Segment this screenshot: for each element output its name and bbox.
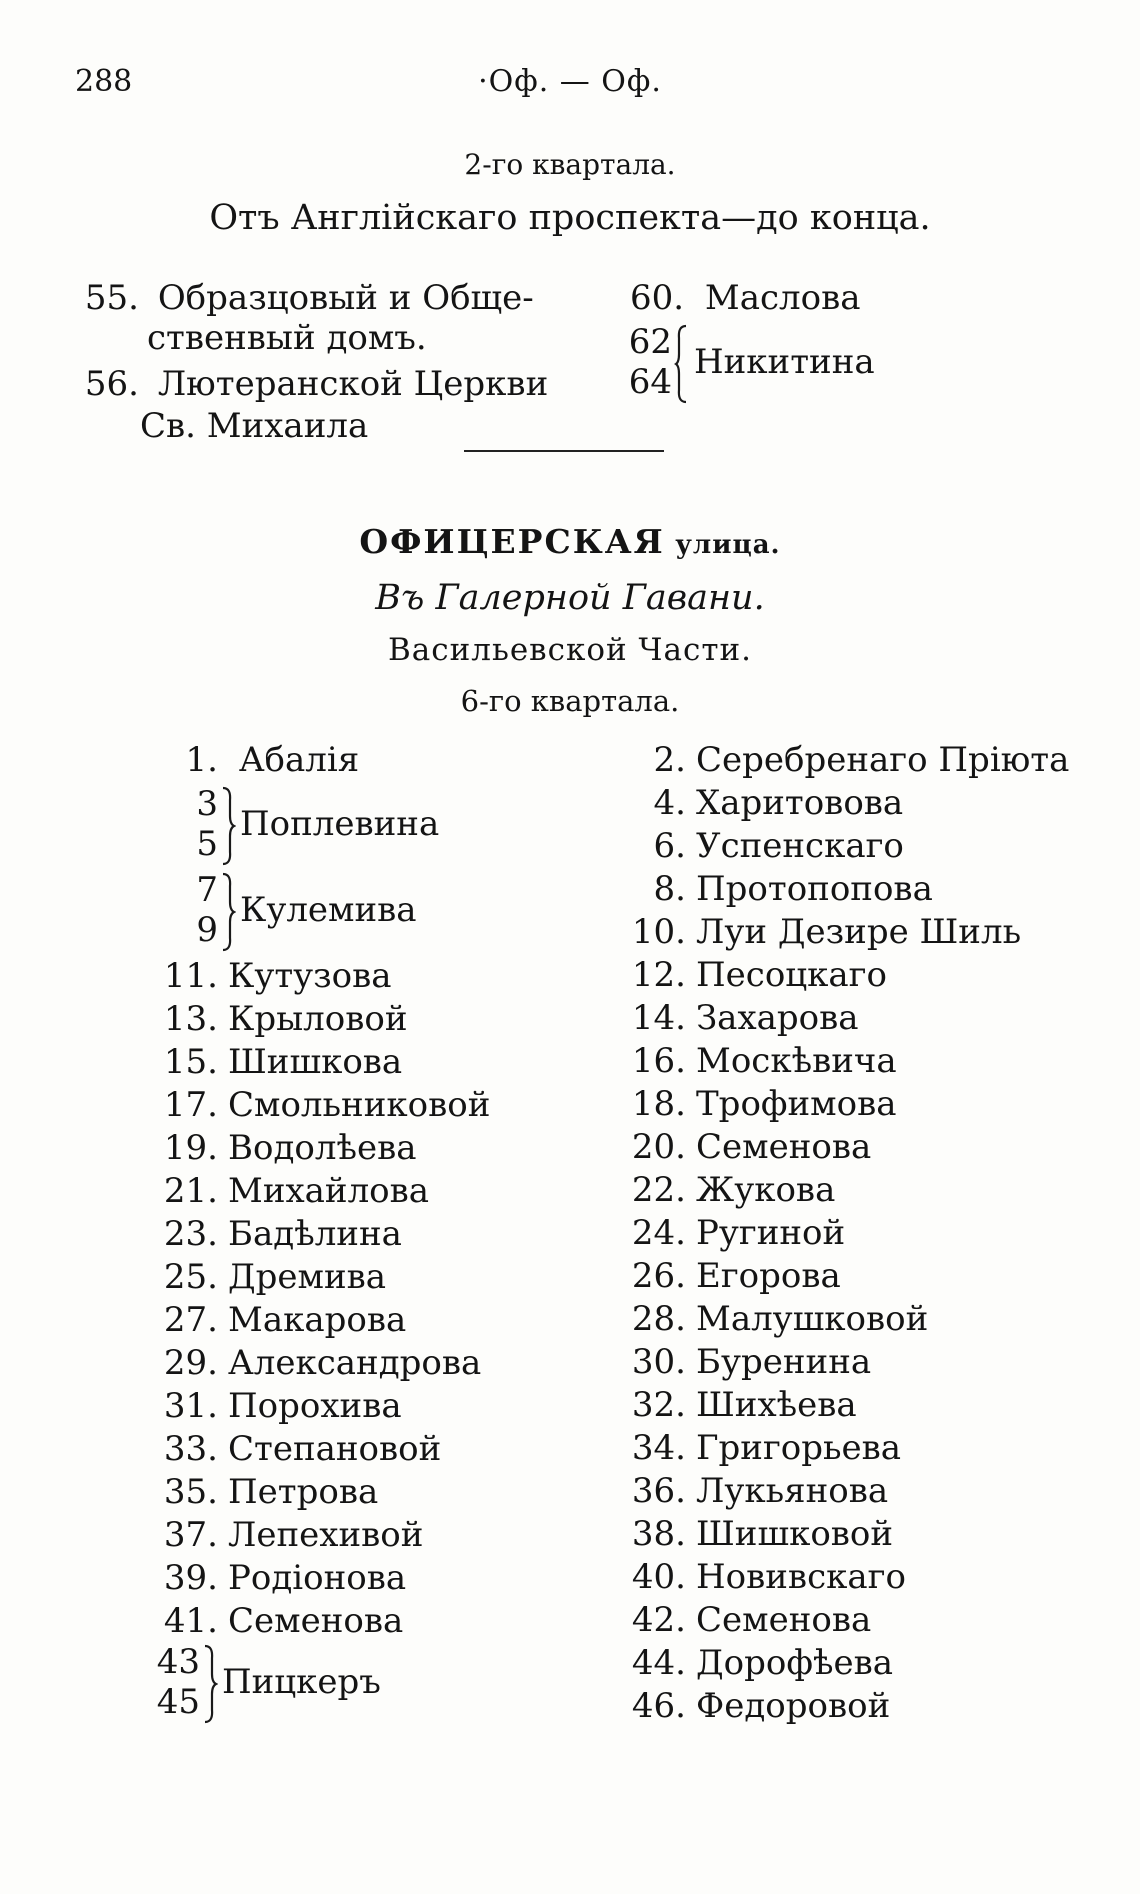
entry-number: 21. — [163, 1171, 218, 1211]
entry-name: Семенова — [696, 1600, 872, 1640]
entry-name: Семенова — [696, 1127, 872, 1167]
entry-name: Малушковой — [696, 1299, 929, 1339]
list-item — [610, 955, 887, 995]
entry-number: 40. — [631, 1557, 686, 1597]
entry-name: Москѣвича — [696, 1041, 897, 1081]
list-item — [610, 869, 933, 909]
list-item — [610, 1428, 901, 1468]
list-item — [150, 999, 407, 1039]
brace-numbers — [140, 1642, 200, 1722]
brace-group — [150, 870, 470, 954]
list-item — [150, 1515, 423, 1555]
list-item — [75, 364, 548, 404]
brace-number: 5 — [196, 824, 218, 864]
brace-number: 7 — [196, 870, 218, 910]
entry-name: Порохива — [228, 1386, 402, 1426]
entry-name: Шихѣева — [696, 1385, 857, 1425]
brace-number: 43 — [156, 1642, 200, 1682]
entry-number: 6. — [653, 826, 686, 866]
list-item — [150, 1085, 490, 1125]
entry-number: 55. — [84, 278, 139, 318]
section1-range: Отъ Англійскаго проспекта—до конца. — [209, 198, 931, 238]
entry-continuation: ственвый домъ. — [147, 318, 427, 358]
entry-number: 37. — [163, 1515, 218, 1555]
entry-name: Буренина — [696, 1342, 872, 1382]
entry-number: 33. — [163, 1429, 218, 1469]
list-item — [150, 1386, 402, 1426]
entry-name: Григорьева — [696, 1428, 902, 1468]
entry-number: 23. — [163, 1214, 218, 1254]
brace-group — [620, 322, 880, 406]
list-item — [610, 1471, 888, 1511]
entry-name: Абалія — [238, 740, 360, 780]
entry-number: 31. — [163, 1386, 218, 1426]
entry-number: 27. — [163, 1300, 218, 1340]
entry-name: Егорова — [696, 1256, 841, 1296]
list-item — [150, 1300, 406, 1340]
entry-number: 18. — [631, 1084, 686, 1124]
brace-icon — [202, 1644, 218, 1724]
entry-number: 11. — [163, 956, 218, 996]
entry-name: Лукьянова — [696, 1471, 889, 1511]
entry-number: 4. — [653, 783, 686, 823]
section2-quarter: 6-го квартала. — [460, 684, 680, 718]
list-item — [150, 956, 392, 996]
entry-number: 60. — [630, 278, 685, 318]
entry-number: 44. — [631, 1643, 686, 1683]
entry-name: Протопопова — [696, 869, 933, 909]
entry-number: 36. — [631, 1471, 686, 1511]
list-item — [150, 1558, 406, 1598]
list-item — [610, 1170, 835, 1210]
entry-name: Успенскаго — [696, 826, 904, 866]
entry-number: 16. — [631, 1041, 686, 1081]
entry-name: Лютеранской Церкви — [157, 364, 549, 404]
entry-name: Семенова — [228, 1601, 404, 1641]
list-item — [610, 912, 1021, 952]
list-item — [150, 1128, 417, 1168]
entry-name: Федоровой — [696, 1686, 891, 1726]
entry-name: Жукова — [696, 1170, 836, 1210]
entry-name: Трофимова — [696, 1084, 897, 1124]
brace-icon — [220, 872, 236, 952]
entry-name: Серебренаго Пріюта — [696, 740, 1070, 780]
brace-numbers — [620, 322, 672, 402]
entry-number: 14. — [631, 998, 686, 1038]
brace-number: 64 — [628, 362, 672, 402]
entry-name: Харитовова — [696, 783, 904, 823]
entry-number: 20. — [631, 1127, 686, 1167]
entry-number: 26. — [631, 1256, 686, 1296]
brace-icon — [674, 324, 690, 404]
entry-number: 8. — [653, 869, 686, 909]
entry-name: Родіонова — [228, 1558, 407, 1598]
list-item — [150, 1257, 386, 1297]
entry-name: Лепехивой — [228, 1515, 424, 1555]
brace-name: Поплевина — [240, 804, 440, 844]
entry-number: 35. — [163, 1472, 218, 1512]
entry-number: 25. — [163, 1257, 218, 1297]
street-title — [0, 522, 1140, 561]
entry-continuation: Св. Михаила — [140, 406, 369, 446]
list-item — [610, 1213, 845, 1253]
entry-name: Крыловой — [228, 999, 408, 1039]
brace-numbers — [150, 784, 218, 864]
brace-icon — [220, 786, 236, 866]
list-item — [610, 1385, 857, 1425]
list-item — [630, 278, 861, 318]
street-location: Въ Галерной Гавани. — [375, 578, 765, 618]
list-item — [610, 1084, 897, 1124]
list-item — [610, 1600, 871, 1640]
entry-number: 24. — [631, 1213, 686, 1253]
brace-group — [150, 784, 470, 868]
entry-number: 12. — [631, 955, 686, 995]
brace-numbers — [150, 870, 218, 950]
street-type: улица. — [675, 530, 781, 560]
entry-number: 15. — [163, 1042, 218, 1082]
entry-number: 1. — [185, 740, 218, 780]
entry-name: Петрова — [228, 1472, 379, 1512]
list-item — [610, 1643, 893, 1683]
brace-name: Никитина — [694, 342, 875, 382]
list-item — [610, 783, 903, 823]
district-part: Васильевской Части. — [387, 632, 753, 668]
list-item — [610, 1041, 897, 1081]
entry-number: 2. — [653, 740, 686, 780]
entry-number: 34. — [631, 1428, 686, 1468]
running-head: ·Оф. — Оф. — [478, 64, 662, 99]
list-item — [150, 1343, 481, 1383]
list-item — [610, 826, 904, 866]
brace-number: 3 — [196, 784, 218, 824]
entry-number: 13. — [163, 999, 218, 1039]
entry-number: 29. — [163, 1343, 218, 1383]
entry-name: Смольниковой — [228, 1085, 491, 1125]
entry-number: 19. — [163, 1128, 218, 1168]
entry-name: Водолѣева — [228, 1128, 417, 1168]
brace-name: Кулемива — [240, 890, 417, 930]
list-item — [75, 278, 534, 318]
brace-number: 9 — [196, 910, 218, 950]
list-item — [610, 740, 1069, 780]
list-item — [610, 1299, 928, 1339]
entry-number: 56. — [84, 364, 139, 404]
entry-number: 22. — [631, 1170, 686, 1210]
entry-number: 41. — [163, 1601, 218, 1641]
entry-name: Образцовый и Обще- — [157, 278, 534, 318]
list-item — [150, 1042, 402, 1082]
section1-quarter: 2-го квартала. — [464, 148, 676, 181]
list-item — [610, 1256, 841, 1296]
entry-name: Шишкова — [228, 1042, 403, 1082]
entry-number: 10. — [631, 912, 686, 952]
entry-number: 28. — [631, 1299, 686, 1339]
entry-name: Дорофѣева — [696, 1643, 893, 1683]
entry-number: 39. — [163, 1558, 218, 1598]
street-name: ОФИЦЕРСКАЯ — [359, 522, 665, 561]
entry-name: Дремива — [228, 1257, 387, 1297]
entry-name: Михайлова — [228, 1171, 430, 1211]
entry-name: Кутузова — [228, 956, 392, 996]
list-item — [610, 1557, 906, 1597]
entry-name: Ругиной — [696, 1213, 846, 1253]
brace-number: 45 — [156, 1682, 200, 1722]
list-item — [610, 1686, 890, 1726]
list-item — [150, 740, 359, 780]
entry-number: 30. — [631, 1342, 686, 1382]
entry-name: Степановой — [228, 1429, 442, 1469]
entry-name: Новивскаго — [696, 1557, 906, 1597]
entry-number: 42. — [631, 1600, 686, 1640]
entry-name: Макарова — [228, 1300, 407, 1340]
entry-name: Маслова — [704, 278, 861, 318]
list-item — [150, 1171, 429, 1211]
entry-name: Песоцкаго — [696, 955, 887, 995]
entry-name: Александрова — [228, 1343, 482, 1383]
list-item — [150, 1429, 441, 1469]
brace-number: 62 — [628, 322, 672, 362]
entry-name: Захарова — [696, 998, 859, 1038]
entry-name: Луи Дезире Шиль — [696, 912, 1022, 952]
entry-number: 46. — [631, 1686, 686, 1726]
brace-group — [140, 1642, 460, 1726]
section-divider — [464, 450, 664, 452]
list-item — [610, 1342, 871, 1382]
list-item — [150, 1601, 403, 1641]
brace-name: Пицкеръ — [222, 1662, 381, 1702]
entry-number: 17. — [163, 1085, 218, 1125]
list-item — [610, 1514, 893, 1554]
list-item — [150, 1214, 402, 1254]
list-item — [610, 1127, 871, 1167]
entry-name: Шишковой — [696, 1514, 894, 1554]
page-number: 288 — [75, 64, 133, 99]
entry-number: 38. — [631, 1514, 686, 1554]
entry-name: Бадѣлина — [228, 1214, 402, 1254]
list-item — [150, 1472, 378, 1512]
entry-number: 32. — [631, 1385, 686, 1425]
list-item — [610, 998, 859, 1038]
